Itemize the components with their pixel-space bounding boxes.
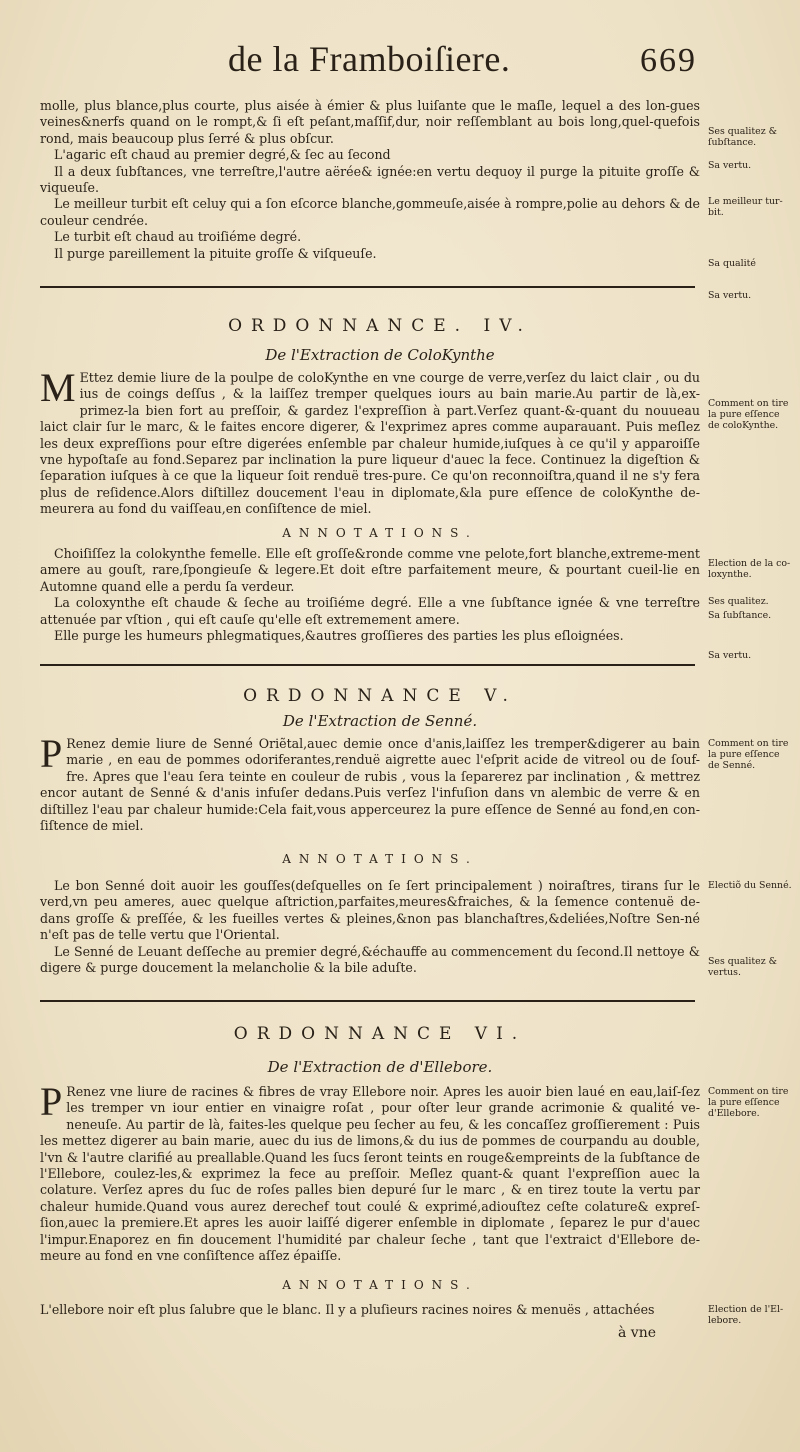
paragraph xyxy=(40,1079,700,1264)
paragraph: molle, plus blance,plus courte, plus aisée à émier & plus luiſante que le maſle, lequel a des lon-gues veines&nerfs quand on le rompt,& ſi eſt peſant,maſſif,dur, noir reſſemblant au bois long,quel-quefois rond, mais beaucoup plus ſerré & plus obſcur. xyxy=(40,98,700,146)
page-header xyxy=(0,38,800,98)
paragraph: Le turbit eſt chaud au troiſiéme degré. xyxy=(54,229,302,245)
section-title: De l'Extraction de ColoKynthe xyxy=(265,346,495,364)
margin-note: Sa vertu. xyxy=(708,650,752,661)
margin-note: Comment on tire la pure eſſence de Senné. xyxy=(708,738,789,771)
section-body xyxy=(40,1079,700,1264)
annotations-text xyxy=(40,546,700,644)
drop-cap: P xyxy=(40,1079,63,1124)
section-title: De l'Extraction de Senné. xyxy=(282,712,478,730)
margin-note: Electiõ du Senné. xyxy=(708,880,792,891)
annotations-heading: ANNOTATIONS. xyxy=(282,1278,478,1292)
margin-note: Sa vertu. xyxy=(708,160,752,171)
paragraph: L'ellebore noir eſt plus ſalubre que le blanc. Il y a pluſieurs racines noires & menuës , attachées xyxy=(40,1302,655,1317)
margin-note: Ses qualitez & ſubſtance. xyxy=(708,126,777,148)
margin-note: Sa ſubſtance. xyxy=(708,610,772,621)
divider-rule xyxy=(40,286,695,288)
paragraph: L'agaric eſt chaud au premier degré,& ſec au ſecond xyxy=(54,147,391,163)
paragraph: Elle purge les humeurs phlegmatiques,&autres groſſieres des parties les plus eſloignées. xyxy=(54,628,624,644)
section-body xyxy=(40,365,700,518)
paragraph: La coloxynthe eſt chaude & ſeche au troiſiéme degré. Elle a vne ſubſtance ignée & vne terreſtre attenuée par vſtion , qui eſt cauſe qu'elle eſt extremement amere. xyxy=(40,595,700,627)
paragraph: Il purge pareillement la pituite groſſe & viſqueuſe. xyxy=(54,245,377,261)
margin-note: Comment on tire la pure eſſence de coloKynthe. xyxy=(708,398,789,431)
margin-note: Election de l'El-lebore. xyxy=(708,1304,784,1326)
body-text: Ettez demie liure de la poulpe de coloKynthe en vne courge de verre,verſez du laict clair , ou du ius de coings deſſus , & la laiſſez tremper quelques iours au bain marie.Au partir de là,ex-primez-la bien fort au preſſoir, & gardez l'expreſſion à part.Verſez quant-&-quant du nouueau laict clair ſur le marc, & le faites encore digerer, & l'exprimez apres comme auparauant. Puis meſlez les deux expreſſions pour eſtre digerées enſemble par chaleur humide,iuſques à ce qu'il y apparoiſſe vne hypoſtaſe au fond.Separez par inclination la pure liqueur d'auec la fece. Continuez la digeſtion & ſeparation iuſques à ce que la liqueur ſoit renduë tres-pure. Ce qu'on reconnoiſtra,quand il ne s'y fera plus de reſidence.Alors diſtillez doucement l'eau in diplomate,&la pure eſſence de coloKynthe de-meurera au fond du vaiſſeau,en conſiſtence de miel. xyxy=(40,370,700,517)
annotations-heading: ANNOTATIONS. xyxy=(282,852,478,866)
drop-cap: M xyxy=(40,365,76,410)
divider-rule xyxy=(40,1000,695,1002)
margin-note: Election de la co-loxynthe. xyxy=(708,558,791,580)
drop-cap: P xyxy=(40,731,63,776)
annotations-text xyxy=(40,1302,700,1318)
section-heading: ORDONNANCE V. xyxy=(243,686,517,706)
body-text: Renez demie liure de Senné Oriẽtal,auec demie once d'anis,laiſſez les tremper&digerer au bain marie , en eau de pommes odoriferantes,renduë aigrette auec l'eſprit acide de vitreol ou de ſouf-fre. Apres que l'eau ſera teinte en couleur de rubis , vous la ſeparerez par inclination , & mettrez encor autant de Senné & d'anis infuſer dedans.Puis verſez l'infuſion dans vn alembic de verre & en diſtillez l'eau par chaleur humide:Cela fait,vous apperceurez la pure eſſence de Senné au fond,en con-ſiſtence de miel. xyxy=(40,736,700,834)
paragraph xyxy=(40,731,700,834)
body-text: Renez vne liure de racines & fibres de vray Ellebore noir. Apres les auoir bien laué en eau,laiſ-ſez les tremper vn iour entier en vinaigre roſat , pour oſter leur grande acrimonie & qualité ve-neneuſe. Au partir de là, faites-les quelque peu ſecher au feu, & les concaſſez groſſierement : Puis les mettez digerer au bain marie, auec du ius de limons,& du ius de pommes de courpandu au double, l'vn & l'autre clarifié au preallable.Quand les ſucs ſeront teints en rouge&empreints de la ſubſtance de l'Ellebore, coulez-les,& exprimez la fece au preſſoir. Meſlez quant-& quant l'expreſſion auec la colature. Verſez apres du ſuc de roſes palles bien depuré ſur le marc , & en tirez toute la vertu par chaleur humide.Quand vous aurez derechef tout coulé & exprimé,adiouſtez ceſte colature& expreſ-ſion,auec la premiere.Et apres les auoir laiſſé digerer enſemble in diplomate , ſeparez le pur d'auec l'impur.Enaporez en fin doucement l'humidité par chaleur ſeche , tant que l'extraict d'Ellebore de-meure au fond en vne conſiſtence aſſez épaiſſe. xyxy=(40,1084,700,1264)
paragraph: Il a deux ſubſtances, vne terreſtre,l'autre aërée& ignée:en vertu dequoy il purge la pituite groſſe & viqueuſe. xyxy=(40,163,700,196)
paragraph: Le bon Senné doit auoir les gouſſes(deſquelles on ſe ſert principalement ) noiraſtres, tirans ſur le verd,vn peu ameres, auec quelque aſtriction,parfaites,meures&fraiches, & la ſemence contenuë de-dans groſſe & preſſée, & les fueilles vertes & pleines,&non pas blanchaſtres,&deliées,Noſtre Sen-né n'eſt pas de telle vertu que l'Oriental. xyxy=(40,878,700,943)
paragraph: Choiſiſſez la colokynthe femelle. Elle eſt groſſe&ronde comme vne pelote,fort blanche,extreme-ment amere au gouſt, rare,ſpongieuſe & legere.Et doit eſtre parfaitement meure, & pourtant cueil-lie en Automne quand elle a perdu ſa verdeur. xyxy=(40,546,700,594)
page-number: 669 xyxy=(640,42,697,79)
margin-note: Sa vertu. xyxy=(708,290,752,301)
paragraph xyxy=(40,365,700,518)
margin-note: Ses qualitez & vertus. xyxy=(708,956,777,978)
annotations-text xyxy=(40,878,700,976)
catchword: à vne xyxy=(618,1325,657,1341)
section-heading: ORDONNANCE. IV. xyxy=(228,316,532,336)
section-title: De l'Extraction de d'Ellebore. xyxy=(267,1058,493,1076)
section-body xyxy=(40,731,700,834)
paragraph: Le meilleur turbit eſt celuy qui a ſon eſcorce blanche,gommeuſe,aisée à rompre,polie au dehors & de couleur cendrée. xyxy=(40,196,700,228)
intro-text xyxy=(40,98,700,262)
running-title: de la Framboiſiere. xyxy=(228,39,511,79)
section-heading: ORDONNANCE VI. xyxy=(233,1024,527,1044)
margin-note: Ses qualitez. xyxy=(708,596,769,607)
margin-note: Le meilleur tur-bit. xyxy=(708,196,783,218)
annotations-heading: ANNOTATIONS. xyxy=(282,526,478,540)
margin-note: Sa qualité xyxy=(708,258,756,269)
divider-rule xyxy=(40,664,695,666)
margin-note: Comment on tire la pure eſſence d'Ellebore. xyxy=(708,1086,789,1119)
paragraph: Le Senné de Leuant deſſeche au premier degré,&échauffe au commencement du ſecond.Il nettoye & digere & purge doucement la melancholie & la bile aduſte. xyxy=(40,943,700,976)
